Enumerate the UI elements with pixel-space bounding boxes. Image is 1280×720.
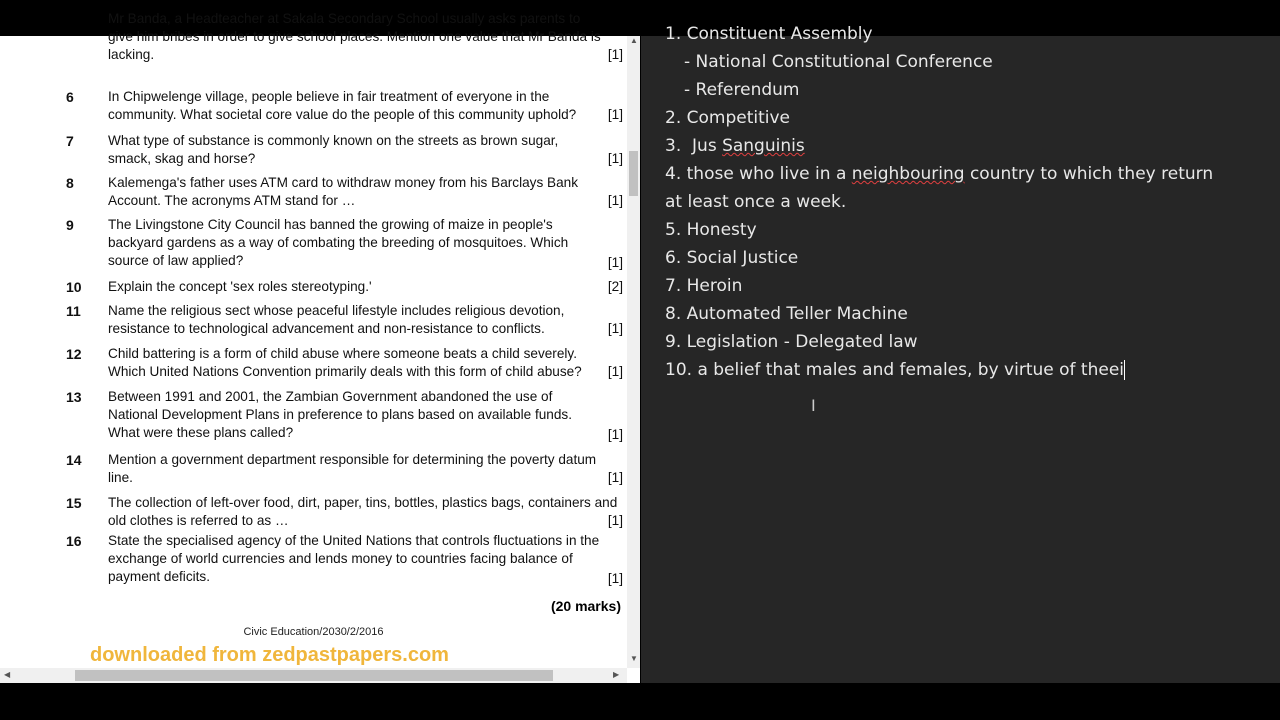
notes-editor[interactable] (641, 24, 1280, 683)
question-16 (0, 532, 627, 588)
question-text: The Livingstone City Council has banned the growing of maize in people's backyard gardens as a way of combating the breeding of mosquitoes. Which source of law applied? (108, 217, 569, 268)
question-number: 13 (66, 389, 82, 405)
question-text: Kalemenga's father uses ATM card to withdraw money from his Barclays Bank Account. The acronyms ATM stand for … (108, 175, 579, 208)
question-text: Child battering is a form of child abuse where someone beats a child severely. Which United Nations Convention primarily deals with this form of child abuse? (108, 346, 582, 379)
marks: [1] (607, 321, 623, 336)
answer-line: 5. Honesty (665, 220, 757, 240)
answer-line (665, 164, 1213, 184)
answer-line: - National Constitutional Conference (684, 52, 993, 72)
answer-line: 7. Heroin (665, 276, 743, 296)
misspelled-word[interactable]: Sanguinis (722, 136, 805, 156)
marks: [1] (607, 107, 623, 122)
question-text: Name the religious sect whose peaceful lifestyle includes religious devotion, resistance to technological advancement and non-resistance to conflicts. (108, 303, 565, 336)
answer-line: 8. Automated Teller Machine (665, 304, 908, 324)
marks: [1] (607, 364, 623, 379)
marks: [1] (607, 255, 623, 270)
answer-line: 6. Social Justice (665, 248, 799, 268)
answer-line: - Referendum (684, 80, 800, 100)
question-13 (0, 388, 627, 444)
question-number: 16 (66, 533, 82, 549)
question-number: 15 (66, 495, 82, 511)
question-5 (0, 10, 627, 64)
horizontal-scrollbar[interactable] (0, 668, 627, 683)
question-8 (0, 174, 627, 210)
answer-line: 9. Legislation - Delegated law (665, 332, 918, 352)
question-15 (0, 494, 627, 530)
marks: [1] (607, 470, 623, 485)
question-number: 8 (66, 175, 74, 191)
question-7 (0, 132, 627, 168)
text: country to which they return (964, 164, 1214, 184)
question-text: Explain the concept 'sex roles stereotyping.' (108, 279, 372, 294)
scroll-right-icon[interactable]: ▶ (613, 670, 620, 679)
ibeam-cursor-icon: I (811, 396, 816, 415)
answer-line: 2. Competitive (665, 108, 791, 128)
question-number: 9 (66, 217, 74, 233)
question-number: 11 (66, 303, 81, 319)
question-number: 12 (66, 346, 82, 362)
marks: [2] (607, 279, 623, 294)
question-9 (0, 216, 627, 272)
vertical-scrollbar[interactable] (627, 36, 640, 668)
question-number: 14 (66, 452, 82, 468)
answer-line (665, 136, 805, 156)
question-11 (0, 302, 627, 338)
scroll-left-icon[interactable]: ◀ (4, 670, 11, 679)
marks: [1] (607, 193, 623, 208)
answer-line (665, 360, 1125, 380)
question-number: 6 (66, 89, 74, 105)
question-text: The collection of left-over food, dirt, paper, tins, bottles, plastics bags, containers and old clothes is referred to as … (108, 495, 618, 528)
vertical-scroll-thumb[interactable] (629, 151, 638, 196)
scroll-up-icon[interactable]: ▲ (630, 36, 638, 45)
marks: [1] (607, 427, 623, 442)
document-page (0, 11, 627, 668)
text: 10. a belief that males and females, by virtue of theei (665, 360, 1125, 380)
answer-line: at least once a week. (665, 192, 847, 212)
question-14 (0, 451, 627, 487)
question-text: What type of substance is commonly known on the streets as brown sugar, smack, skag and horse? (108, 133, 559, 166)
question-text: Mr Banda, a Headteacher at Sakala Secondary School usually asks parents to give him bribes in order to give school places. Mention one value that Mr Banda is lacking. (108, 11, 601, 62)
question-text: Between 1991 and 2001, the Zambian Government abandoned the use of National Development Plans in preference to plans based on available funds. What were these plans called? (108, 389, 572, 440)
question-12 (0, 345, 627, 381)
total-marks: (20 marks) (550, 598, 621, 614)
question-number: 10 (66, 279, 82, 295)
question-text: In Chipwelenge village, people believe in fair treatment of everyone in the community. What societal core value do the people of this community uphold? (108, 89, 577, 122)
text: 4. those who live in a (665, 164, 852, 184)
marks: [1] (607, 513, 623, 528)
marks: [1] (607, 571, 623, 586)
text: 3. Jus (665, 136, 723, 156)
question-6 (0, 88, 627, 124)
question-text: Mention a government department responsible for determining the poverty datum line. (108, 452, 597, 485)
misspelled-word[interactable]: neighbouring (851, 164, 965, 184)
scroll-down-icon[interactable]: ▼ (630, 654, 638, 663)
watermark: downloaded from zedpastpapers.com (90, 644, 449, 666)
question-text: State the specialised agency of the United Nations that controls fluctuations in the exchange of world currencies and lends money to countries facing balance of payment deficits. (108, 533, 600, 584)
marks: [1] (607, 151, 623, 166)
pdf-viewer (0, 11, 640, 683)
marks: [1] (607, 47, 623, 62)
question-10 (0, 278, 627, 296)
page-footer: Civic Education/2030/2/2016 (243, 626, 384, 638)
question-number: 7 (66, 133, 74, 149)
answer-line: 1. Constituent Assembly (665, 24, 873, 44)
horizontal-scroll-thumb[interactable] (75, 670, 553, 681)
text-caret (1124, 360, 1125, 380)
